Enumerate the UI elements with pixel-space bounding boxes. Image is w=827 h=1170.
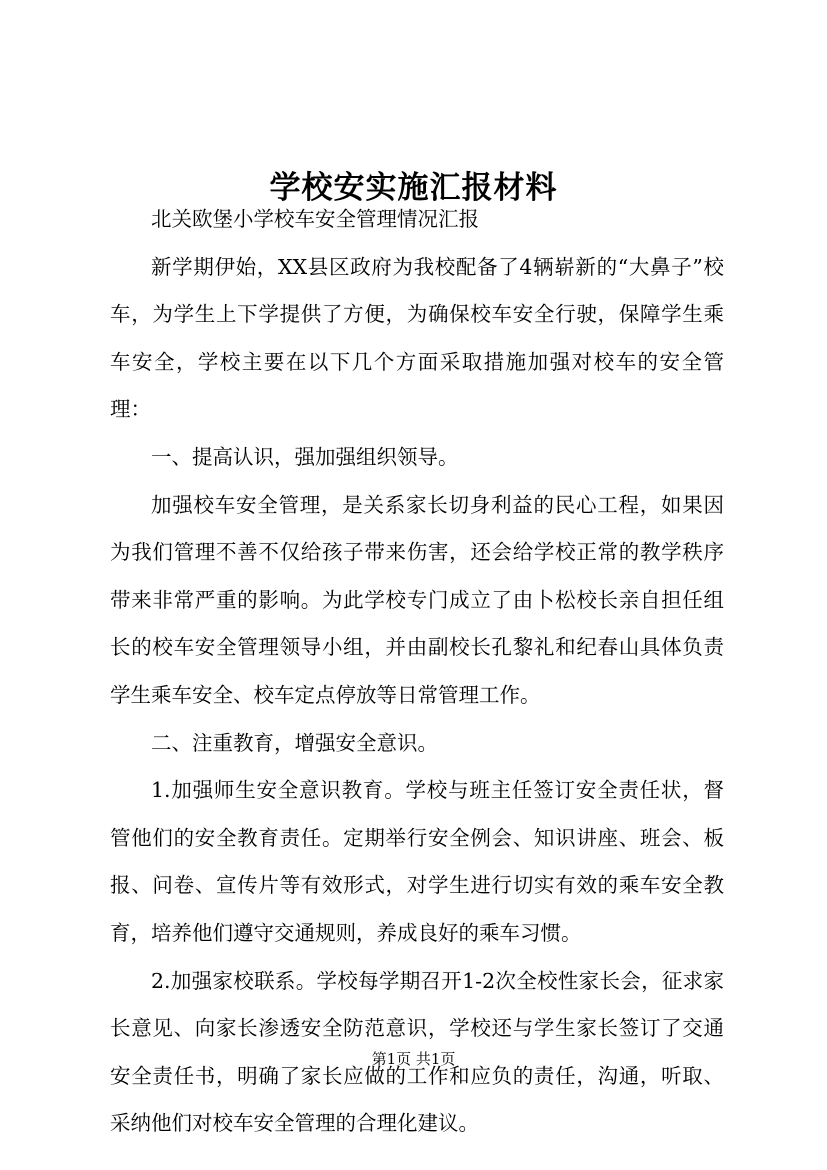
document-body [110, 196, 724, 1148]
paragraph-item-2: 2.加强家校联系。学校每学期召开1-2次全校性家长会，征求家长意见、向家长渗透安全防范意识，学校还与学生家长签订了交通安全责任书，明确了家长应做的工作和应负的责任，沟通，听取、采纳他们对校车安全管理的合理化建议。 [110, 968, 724, 1136]
paragraph-intro: 新学期伊始，XX县区政府为我校配备了4辆崭新的“大鼻子”校车，为学生上下学提供了方便，为确保校车安全行驶，保障学生乘车安全，学校主要在以下几个方面采取措施加强对校车的安全管理： [110, 254, 724, 422]
page-footer: 第1页 共1页 [371, 1050, 456, 1068]
section-heading-1: 一、提高认识，强加强组织领导。 [151, 444, 459, 469]
paragraph-item-1: 1.加强师生安全意识教育。学校与班主任签订安全责任状，督管他们的安全教育责任。定期举行安全例会、知识讲座、班会、板报、问卷、宣传片等有效形式，对学生进行切实有效的乘车安全教育，培养他们遵守交通规则，养成良好的乘车习惯。 [110, 778, 724, 945]
document-title: 学校安实施汇报材料 [269, 169, 558, 206]
paragraph-section-1: 加强校车安全管理，是关系家长切身利益的民心工程，如果因为我们管理不善不仅给孩子带来伤害，还会给学校正常的教学秩序带来非常严重的影响。为此学校专门成立了由卜松校长亲自担任组长的校车安全管理领导小组，并由副校长孔黎礼和纪春山具体负责学生乘车安全、校车定点停放等日常管理工作。 [110, 492, 724, 707]
document-subtitle: 北关欧堡小学校车安全管理情况汇报 [151, 207, 479, 231]
section-heading-2: 二、注重教育，增强安全意识。 [151, 730, 438, 755]
